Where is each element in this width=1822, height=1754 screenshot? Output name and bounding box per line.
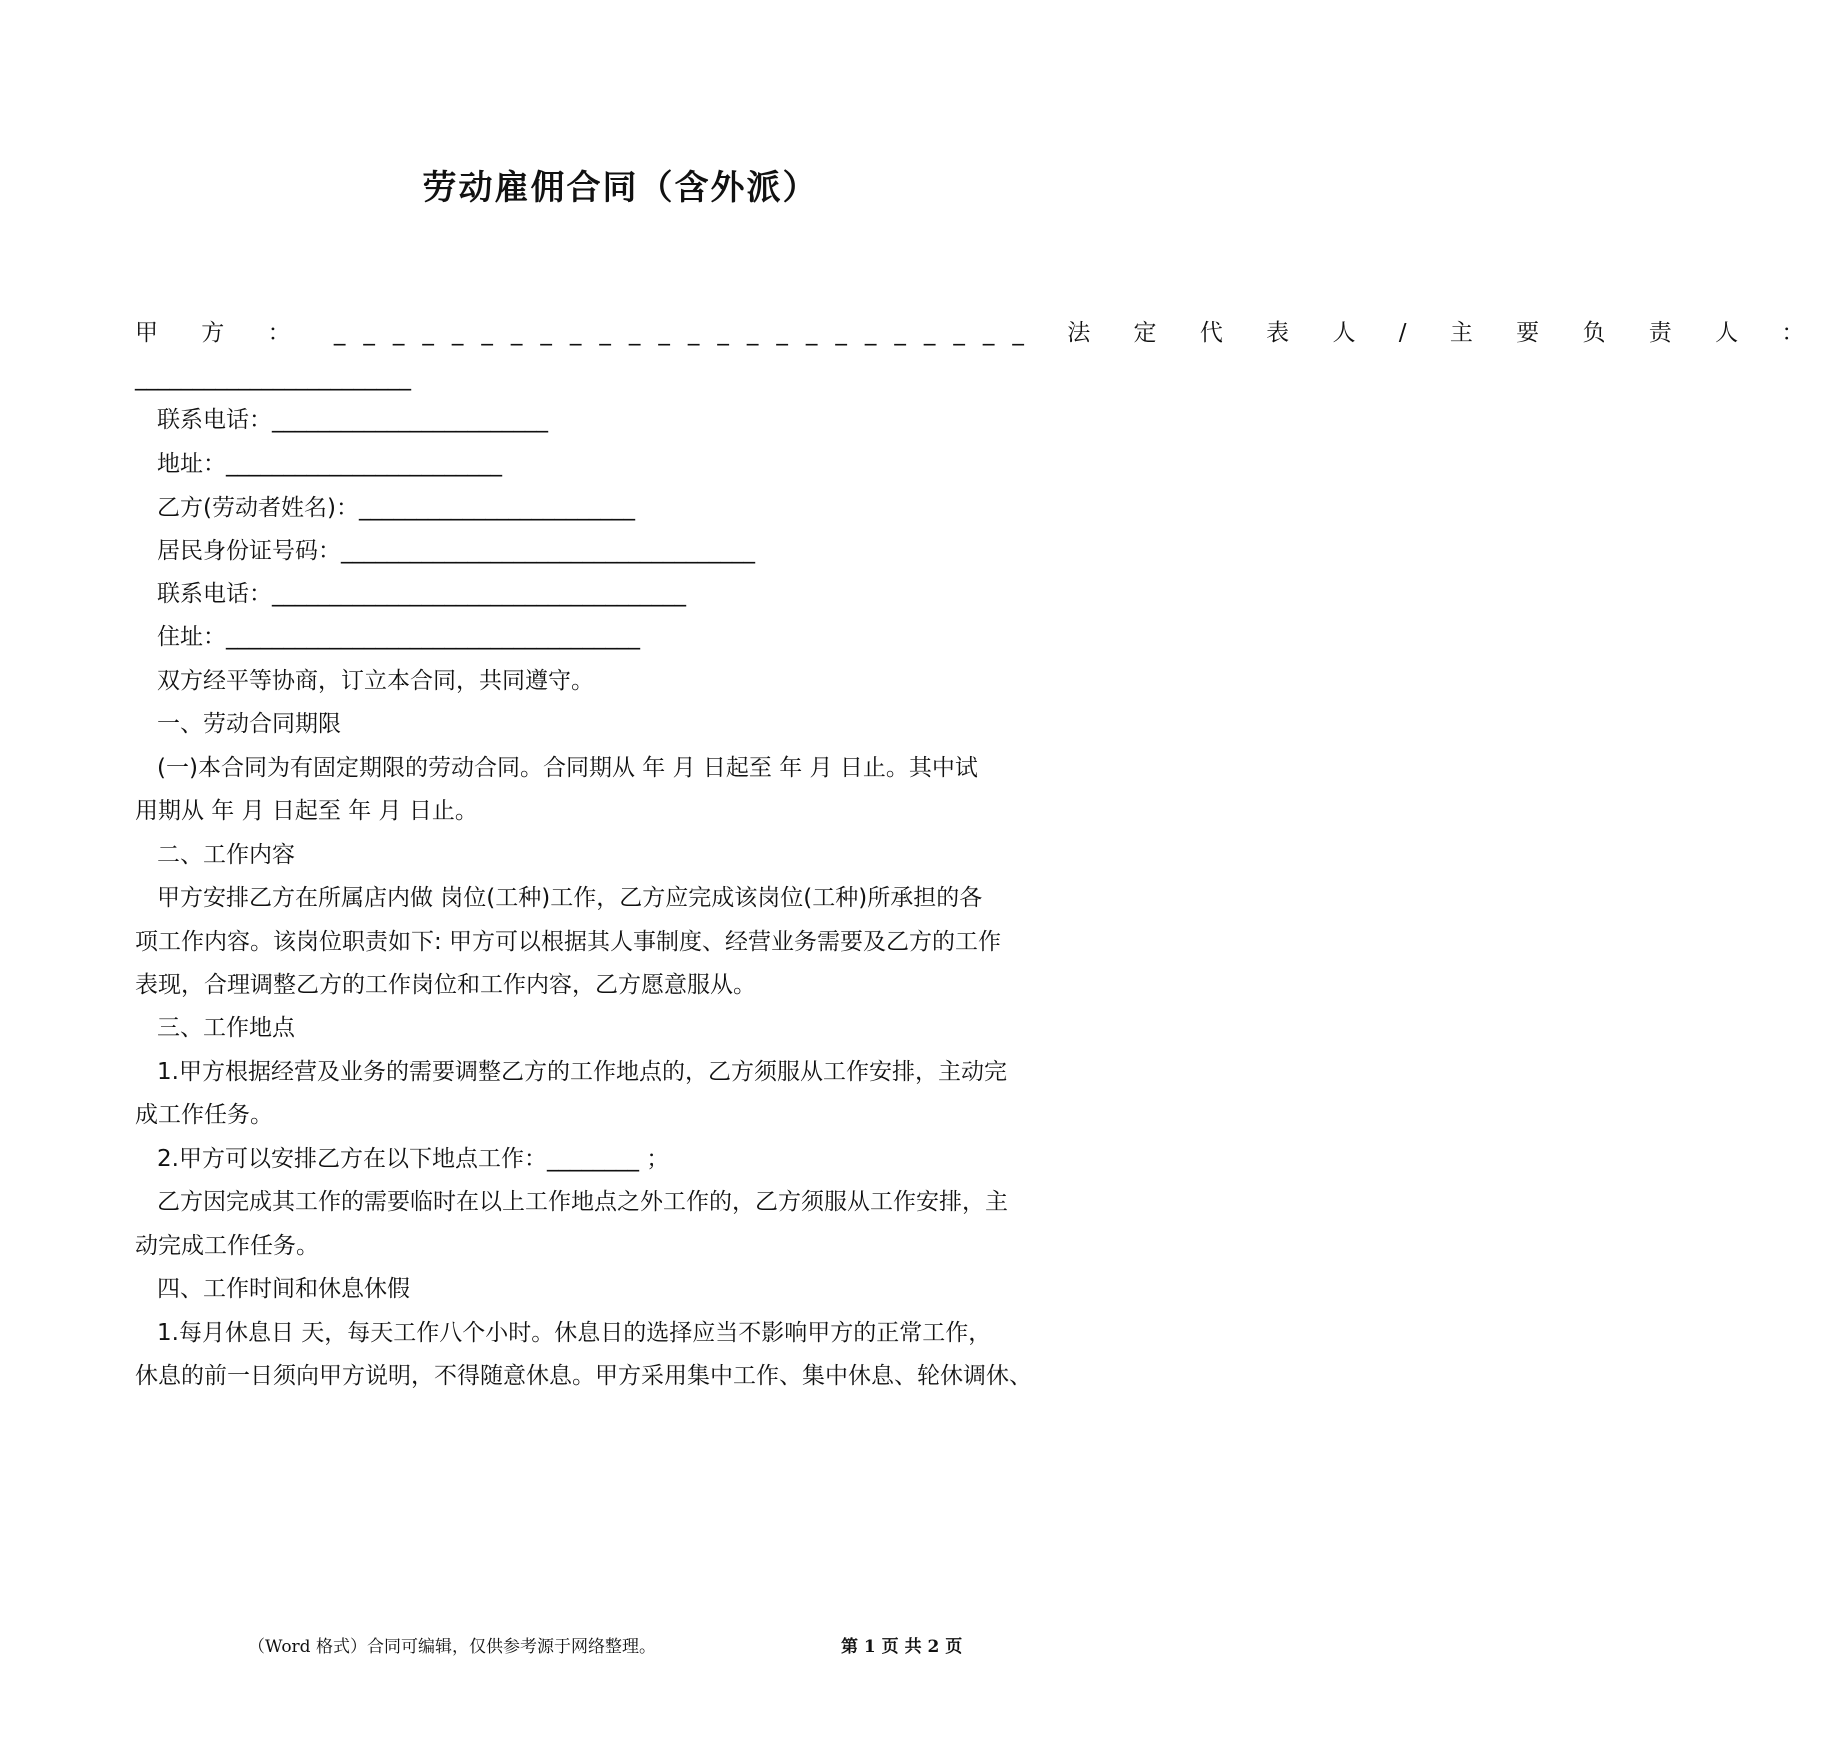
section-4-item-1-line-2: 休息的前一日须向甲方说明，不得随意休息。甲方采用集中工作、集中休息、轮休调休、 bbox=[135, 1363, 1032, 1389]
section-2-paragraph-line-2: 项工作内容。该岗位职责如下: 甲方可以根据其人事制度、经营业务需要及乙方的工作 bbox=[135, 929, 1002, 955]
section-2-paragraph-line-3: 表现，合理调整乙方的工作岗位和工作内容，乙方愿意服从。 bbox=[135, 972, 756, 998]
section-1-paragraph-line-2: 用期从 年 月 日起至 年 月 日止。 bbox=[135, 798, 478, 824]
section-1-title: 一、劳动合同期限 bbox=[157, 711, 341, 737]
section-3-item-1-line-1: 1.甲方根据经营及业务的需要调整乙方的工作地点的，乙方须服从工作安排，主动完 bbox=[157, 1059, 1007, 1085]
page-number: 第 1 页 共 2 页 bbox=[841, 1637, 963, 1657]
intro-paragraph: 双方经平等协商，订立本合同，共同遵守。 bbox=[157, 668, 594, 694]
party-b-phone: 联系电话：____________________________________ bbox=[157, 581, 686, 607]
section-4-title: 四、工作时间和休息休假 bbox=[157, 1276, 410, 1302]
party-a-phone: 联系电话：________________________ bbox=[157, 407, 548, 433]
section-3-item-2: 2.甲方可以安排乙方在以下地点工作：________ ； bbox=[157, 1146, 670, 1172]
party-a-line-continuation: ________________________ bbox=[135, 365, 411, 391]
section-4-item-1-line-1: 1.每月休息日 天，每天工作八个小时。休息日的选择应当不影响甲方的正常工作， bbox=[157, 1320, 992, 1346]
section-3-title: 三、工作地点 bbox=[157, 1015, 295, 1041]
footer-note: （Word 格式）合同可编辑，仅供参考源于网络整理。 bbox=[248, 1637, 656, 1657]
party-a-address: 地址：________________________ bbox=[157, 451, 502, 477]
document-title: 劳动雇佣合同（含外派） bbox=[422, 168, 819, 208]
section-2-paragraph-line-1: 甲方安排乙方在所属店内做 岗位(工种)工作，乙方应完成该岗位(工种)所承担的各 bbox=[157, 885, 983, 911]
party-b-name: 乙方(劳动者姓名)：________________________ bbox=[157, 495, 635, 521]
party-a-line: 甲 方 ： ________________________ 法 定 代 表 人 / 主 要 负 责 人 ： bbox=[135, 320, 1822, 346]
section-3-paragraph-line-2: 动完成工作任务。 bbox=[135, 1233, 319, 1259]
section-2-title: 二、工作内容 bbox=[157, 842, 295, 868]
section-3-item-1-line-2: 成工作任务。 bbox=[135, 1102, 273, 1128]
section-3-paragraph-line-1: 乙方因完成其工作的需要临时在以上工作地点之外工作的，乙方须服从工作安排，主 bbox=[157, 1189, 1008, 1215]
section-1-paragraph-line-1: (一)本合同为有固定期限的劳动合同。合同期从 年 月 日起至 年 月 日止。其中试 bbox=[157, 755, 978, 781]
party-b-id-number: 居民身份证号码：____________________________________ bbox=[157, 538, 755, 564]
party-b-address: 住址：____________________________________ bbox=[157, 624, 640, 650]
